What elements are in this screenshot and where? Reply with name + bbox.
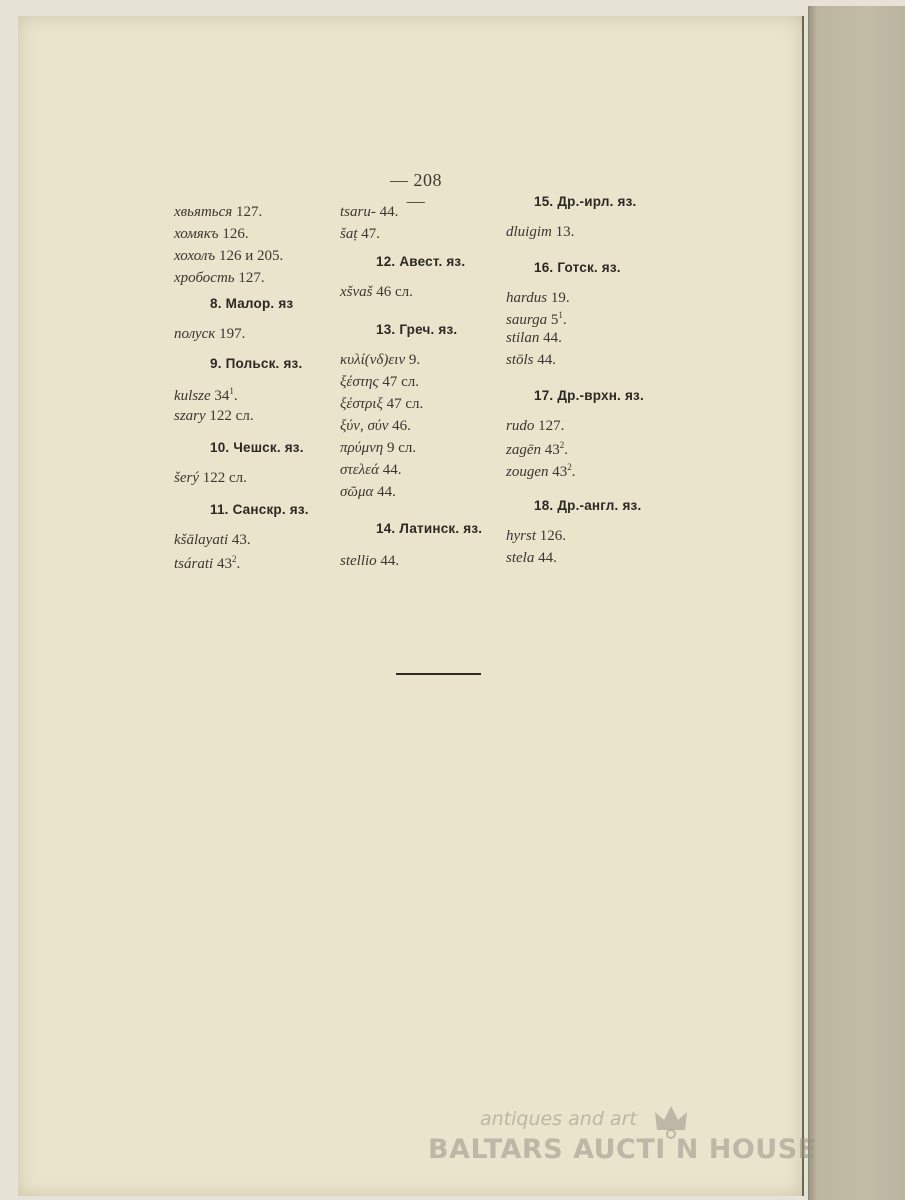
index-entry <box>174 326 245 343</box>
language-heading: 14. Латинск. яз. <box>376 521 483 536</box>
reference-period: . <box>233 388 238 404</box>
index-entry <box>174 470 247 487</box>
page-reference: 127. <box>236 204 263 220</box>
index-word: stela <box>506 550 535 566</box>
index-word: hardus <box>506 290 548 306</box>
index-word: σῶμα <box>340 484 374 500</box>
end-rule <box>396 673 481 675</box>
page-reference: 126 и 205. <box>218 248 284 264</box>
page-reference: 46. <box>392 418 411 434</box>
page-reference: 47 сл. <box>386 396 424 412</box>
reference-period: . <box>571 464 576 480</box>
language-heading: 8. Малор. яз <box>210 296 294 311</box>
index-entry <box>506 224 574 241</box>
page-reference: 127. <box>238 270 265 286</box>
index-word: ξύν, σύν <box>340 418 389 434</box>
index-entry <box>340 440 416 457</box>
index-entry <box>174 226 249 243</box>
reference-period: . <box>236 556 241 572</box>
index-entry <box>174 554 240 573</box>
index-entry <box>174 248 283 265</box>
index-word: хробость <box>174 270 235 286</box>
language-heading: 18. Др.-англ. яз. <box>534 498 642 513</box>
footnote-superscript: 2 <box>567 462 572 472</box>
index-word: saurga <box>506 312 548 328</box>
index-entry <box>340 553 399 570</box>
index-word: tsaru- <box>340 204 376 220</box>
index-entry <box>340 204 398 221</box>
index-word: ξέστριξ <box>340 396 383 412</box>
page-reference: 13. <box>555 224 575 240</box>
index-entry <box>506 290 570 307</box>
language-heading: 10. Чешск. яз. <box>210 440 304 455</box>
index-word: rudo <box>506 418 535 434</box>
index-word: zagēn <box>506 442 541 458</box>
page-reference: 44. <box>380 553 400 569</box>
index-word: полуск <box>174 326 216 342</box>
index-word: ξέστης <box>340 374 379 390</box>
index-entry <box>340 352 420 369</box>
index-entry <box>340 484 396 501</box>
index-entry <box>174 532 251 549</box>
page-reference: 44. <box>537 352 557 368</box>
watermark-tagline: antiques and art <box>480 1108 637 1130</box>
index-word: хохолъ <box>174 248 216 264</box>
page-reference: 47 сл. <box>382 374 420 390</box>
index-entry <box>174 204 262 221</box>
page-reference: 44. <box>377 484 396 500</box>
index-entry <box>506 550 557 567</box>
page-reference: 43 <box>216 556 232 572</box>
index-entry <box>506 310 567 329</box>
page-reference: 34 <box>214 388 230 404</box>
language-heading: 12. Авест. яз. <box>376 254 466 269</box>
page-number: — 208 — <box>390 170 442 211</box>
book-page <box>18 16 804 1196</box>
page-reference: 122 сл. <box>209 408 254 424</box>
page-reference: 44. <box>538 550 557 566</box>
index-entry <box>340 284 413 301</box>
page-reference: 43 <box>552 464 568 480</box>
page-reference: 5 <box>550 312 559 328</box>
index-entry <box>340 226 380 243</box>
page-reference: 44. <box>382 462 402 478</box>
footnote-superscript: 1 <box>558 310 563 320</box>
page-reference: 46 сл. <box>376 284 413 300</box>
index-word: šaṭ <box>340 226 358 242</box>
language-heading: 9. Польск. яз. <box>210 356 303 371</box>
index-entry <box>340 374 419 391</box>
page-reference: 44. <box>543 330 562 346</box>
reference-period: . <box>564 442 568 458</box>
page-reference: 9. <box>408 352 421 368</box>
footnote-superscript: 2 <box>231 554 237 564</box>
language-heading: 16. Готск. яз. <box>534 260 621 275</box>
index-word: šerý <box>174 470 199 486</box>
index-word: stellio <box>340 553 377 569</box>
language-heading: 11. Санскр. яз. <box>210 502 309 517</box>
page-reference: 43. <box>231 532 251 548</box>
language-heading: 15. Др.-ирл. яз. <box>534 194 637 209</box>
page-reference: 126. <box>222 226 249 242</box>
page-reference: 127. <box>538 418 565 434</box>
index-word: tsárati <box>174 556 214 572</box>
index-word: szary <box>174 408 206 424</box>
index-entry <box>340 418 411 435</box>
index-word: kšālayati <box>174 532 229 548</box>
index-word: κυλί(νδ)ειν <box>340 352 406 368</box>
index-word: zougen <box>506 464 549 480</box>
index-entry <box>506 418 564 435</box>
index-word: xšvaš <box>340 284 373 300</box>
index-entry <box>340 396 423 413</box>
index-word: stilan <box>506 330 540 346</box>
index-word: hyrst <box>506 528 536 544</box>
index-entry <box>174 270 265 287</box>
index-word: хомякъ <box>174 226 219 242</box>
index-word: kulsze <box>174 388 211 404</box>
reference-period: . <box>562 312 567 328</box>
language-heading: 17. Др.-врхн. яз. <box>534 388 644 403</box>
page-reference: 44. <box>379 204 399 220</box>
page-reference: 126. <box>539 528 566 544</box>
index-entry <box>174 386 238 405</box>
page-reference: 19. <box>550 290 570 306</box>
page-reference: 197. <box>219 326 246 342</box>
page-reference: 122 сл. <box>202 470 247 486</box>
index-entry <box>506 528 566 545</box>
index-word: πρύμνη <box>340 440 384 456</box>
adjacent-page-edge <box>808 6 905 1200</box>
page-reference: 43 <box>544 442 560 458</box>
footnote-superscript: 2 <box>559 440 565 450</box>
index-entry <box>174 408 254 425</box>
page-reference: 9 сл. <box>386 440 417 456</box>
watermark-name: BALTARS AUCTI N HOUSE <box>428 1134 817 1165</box>
index-entry <box>506 330 562 347</box>
page-reference: 47. <box>361 226 381 242</box>
index-entry <box>506 462 576 481</box>
index-word: dluigim <box>506 224 552 240</box>
index-entry <box>506 352 556 369</box>
index-entry <box>506 440 568 459</box>
index-word: хвьяться <box>174 204 233 220</box>
index-entry <box>340 462 401 479</box>
index-word: stōls <box>506 352 534 368</box>
language-heading: 13. Греч. яз. <box>376 322 458 337</box>
footnote-superscript: 1 <box>229 386 234 396</box>
index-word: στελεά <box>340 462 379 478</box>
